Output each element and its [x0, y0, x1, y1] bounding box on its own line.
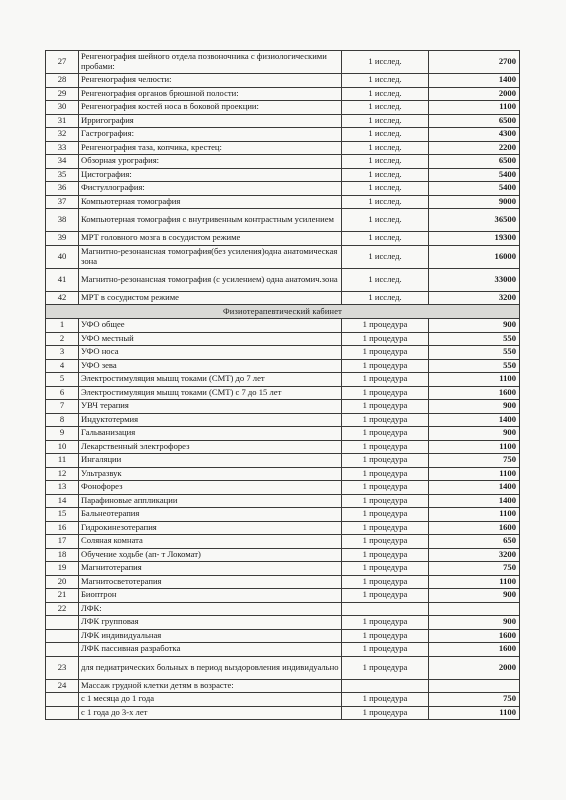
service-price: 1100	[429, 467, 520, 481]
table-row	[46, 693, 520, 707]
service-unit: 1 процедура	[342, 413, 429, 427]
service-unit: 1 процедура	[342, 656, 429, 679]
service-name: с 1 месяца до 1 года	[79, 693, 342, 707]
service-name: Гальванизация	[79, 427, 342, 441]
service-price: 9000	[429, 195, 520, 209]
service-price: 5400	[429, 168, 520, 182]
row-number: 21	[46, 589, 79, 603]
service-price: 3200	[429, 291, 520, 305]
service-name: Магнитно-резонансная томография(без усиления)одна анатомическая зона	[79, 245, 342, 268]
service-price: 2000	[429, 87, 520, 101]
service-unit: 1 исслед.	[342, 209, 429, 232]
table-row	[46, 373, 520, 387]
service-unit: 1 процедура	[342, 467, 429, 481]
service-price: 1600	[429, 521, 520, 535]
service-unit: 1 процедура	[342, 693, 429, 707]
row-number: 18	[46, 548, 79, 562]
row-number: 42	[46, 291, 79, 305]
service-unit: 1 исслед.	[342, 141, 429, 155]
row-number	[46, 706, 79, 720]
table-row	[46, 232, 520, 246]
table-row	[46, 128, 520, 142]
service-price: 900	[429, 589, 520, 603]
service-name: Биоптрон	[79, 589, 342, 603]
table-row	[46, 101, 520, 115]
row-number: 30	[46, 101, 79, 115]
table-row	[46, 195, 520, 209]
row-number: 27	[46, 51, 79, 74]
section-title: Физиотерапевтический кабинет	[46, 305, 520, 319]
service-name: Фонофорез	[79, 481, 342, 495]
row-number: 2	[46, 332, 79, 346]
service-unit: 1 исслед.	[342, 74, 429, 88]
row-number: 16	[46, 521, 79, 535]
table-row	[46, 87, 520, 101]
table-row	[46, 521, 520, 535]
service-unit: 1 процедура	[342, 521, 429, 535]
table-row	[46, 643, 520, 657]
service-unit: 1 процедура	[342, 481, 429, 495]
service-unit: 1 процедура	[342, 400, 429, 414]
service-price: 550	[429, 332, 520, 346]
row-number: 29	[46, 87, 79, 101]
service-unit: 1 исслед.	[342, 51, 429, 74]
table-row	[46, 616, 520, 630]
service-name: Гастрография:	[79, 128, 342, 142]
row-number: 6	[46, 386, 79, 400]
service-name: Ингаляции	[79, 454, 342, 468]
service-name: Ирригография	[79, 114, 342, 128]
service-price: 1100	[429, 101, 520, 115]
service-price: 6500	[429, 114, 520, 128]
row-number: 8	[46, 413, 79, 427]
service-price: 5400	[429, 182, 520, 196]
row-number: 12	[46, 467, 79, 481]
service-name: ЛФК индивидуальная	[79, 629, 342, 643]
service-unit: 1 исслед.	[342, 114, 429, 128]
service-price: 36500	[429, 209, 520, 232]
service-unit: 1 процедура	[342, 346, 429, 360]
table-row	[46, 589, 520, 603]
service-unit: 1 исслед.	[342, 232, 429, 246]
service-price: 1100	[429, 373, 520, 387]
row-number: 10	[46, 440, 79, 454]
service-price: 1400	[429, 481, 520, 495]
service-name: УФО местный	[79, 332, 342, 346]
service-unit: 1 исслед.	[342, 87, 429, 101]
service-unit: 1 процедура	[342, 508, 429, 522]
table-row	[46, 454, 520, 468]
table-row	[46, 114, 520, 128]
service-unit: 1 процедура	[342, 629, 429, 643]
table-row	[46, 629, 520, 643]
service-unit: 1 исслед.	[342, 101, 429, 115]
service-unit: 1 процедура	[342, 494, 429, 508]
table-row	[46, 332, 520, 346]
row-number: 22	[46, 602, 79, 616]
physiotherapy-rows	[46, 319, 520, 720]
service-name: Магнитно-резонансная томография (с усилением) одна анатомич.зона	[79, 268, 342, 291]
table-row	[46, 209, 520, 232]
row-number: 14	[46, 494, 79, 508]
table-row	[46, 427, 520, 441]
service-name: МРТ головного мозга в сосудистом режиме	[79, 232, 342, 246]
service-price: 550	[429, 346, 520, 360]
row-number: 24	[46, 679, 79, 693]
row-number: 35	[46, 168, 79, 182]
row-number: 32	[46, 128, 79, 142]
row-number: 39	[46, 232, 79, 246]
service-price: 750	[429, 454, 520, 468]
service-name: УФО зева	[79, 359, 342, 373]
service-unit: 1 исслед.	[342, 155, 429, 169]
row-number: 5	[46, 373, 79, 387]
service-price: 1400	[429, 413, 520, 427]
row-number: 40	[46, 245, 79, 268]
service-name: Компьютерная томография	[79, 195, 342, 209]
service-unit: 1 исслед.	[342, 168, 429, 182]
service-unit: 1 процедура	[342, 332, 429, 346]
table-row	[46, 346, 520, 360]
service-price: 2200	[429, 141, 520, 155]
service-unit: 1 процедура	[342, 373, 429, 387]
service-price: 2000	[429, 656, 520, 679]
service-unit: 1 исслед.	[342, 268, 429, 291]
service-name: Обучение ходьбе (ап- т Локомат)	[79, 548, 342, 562]
row-number: 31	[46, 114, 79, 128]
row-number: 33	[46, 141, 79, 155]
table-row	[46, 548, 520, 562]
service-price: 33000	[429, 268, 520, 291]
service-unit: 1 исслед.	[342, 182, 429, 196]
service-price: 19300	[429, 232, 520, 246]
service-price: 1100	[429, 575, 520, 589]
service-price: 900	[429, 400, 520, 414]
service-name: ЛФК пассивная разработка	[79, 643, 342, 657]
service-unit: 1 процедура	[342, 548, 429, 562]
service-name: ЛФК:	[79, 602, 342, 616]
service-unit: 1 процедура	[342, 427, 429, 441]
row-number: 15	[46, 508, 79, 522]
service-price: 900	[429, 319, 520, 333]
service-name: Магнитосветотерапия	[79, 575, 342, 589]
service-name: Ренгенография таза, копчика, крестец:	[79, 141, 342, 155]
price-table	[45, 50, 520, 720]
service-name: Ренгенография органов брюшной полости:	[79, 87, 342, 101]
service-name: с 1 года до 3-х лет	[79, 706, 342, 720]
service-price: 1600	[429, 629, 520, 643]
table-row	[46, 168, 520, 182]
row-number	[46, 643, 79, 657]
service-price: 1600	[429, 386, 520, 400]
table-row	[46, 562, 520, 576]
row-number: 11	[46, 454, 79, 468]
service-name: Фистуллография:	[79, 182, 342, 196]
row-number: 1	[46, 319, 79, 333]
table-row	[46, 141, 520, 155]
row-number: 4	[46, 359, 79, 373]
service-name: Ренгенография костей носа в боковой проекции:	[79, 101, 342, 115]
row-number: 13	[46, 481, 79, 495]
row-number: 3	[46, 346, 79, 360]
service-unit: 1 процедура	[342, 440, 429, 454]
row-number	[46, 629, 79, 643]
table-row	[46, 467, 520, 481]
service-name: УВЧ терапия	[79, 400, 342, 414]
service-name: Массаж грудной клетки детям в возрасте:	[79, 679, 342, 693]
row-number: 23	[46, 656, 79, 679]
service-unit: 1 процедура	[342, 589, 429, 603]
service-unit	[342, 679, 429, 693]
service-name: Ультразвук	[79, 467, 342, 481]
service-unit: 1 исслед.	[342, 291, 429, 305]
service-price: 900	[429, 427, 520, 441]
service-name: МРТ в сосудистом режиме	[79, 291, 342, 305]
row-number	[46, 693, 79, 707]
service-name: Парафиновые аппликации	[79, 494, 342, 508]
service-unit: 1 процедура	[342, 454, 429, 468]
service-unit: 1 процедура	[342, 535, 429, 549]
service-price	[429, 602, 520, 616]
service-unit: 1 процедура	[342, 575, 429, 589]
service-unit: 1 процедура	[342, 562, 429, 576]
row-number: 19	[46, 562, 79, 576]
service-name: УФО носа	[79, 346, 342, 360]
service-name: Обзорная урография:	[79, 155, 342, 169]
service-price: 1100	[429, 706, 520, 720]
service-unit: 1 процедура	[342, 643, 429, 657]
service-name: Лекарственный электрофорез	[79, 440, 342, 454]
service-price: 4300	[429, 128, 520, 142]
service-name: Бальнеотерапия	[79, 508, 342, 522]
service-price	[429, 679, 520, 693]
section-header	[46, 305, 520, 319]
service-name: Электростимуляция мышц токами (СМТ) с 7 до 15 лет	[79, 386, 342, 400]
service-name: Соляная комната	[79, 535, 342, 549]
table-row	[46, 440, 520, 454]
table-row	[46, 481, 520, 495]
table-row	[46, 656, 520, 679]
service-name: УФО общее	[79, 319, 342, 333]
service-price: 1400	[429, 74, 520, 88]
service-price: 2700	[429, 51, 520, 74]
service-unit: 1 исслед.	[342, 245, 429, 268]
table-row	[46, 291, 520, 305]
service-unit: 1 исслед.	[342, 128, 429, 142]
service-price: 1100	[429, 440, 520, 454]
row-number: 9	[46, 427, 79, 441]
row-number: 36	[46, 182, 79, 196]
row-number: 37	[46, 195, 79, 209]
table-row	[46, 359, 520, 373]
table-row	[46, 268, 520, 291]
table-row	[46, 74, 520, 88]
table-row	[46, 602, 520, 616]
table-row	[46, 319, 520, 333]
service-name: Компьютерная томография с внутривенным контрастным усилением	[79, 209, 342, 232]
table-row	[46, 706, 520, 720]
service-name: Цистография:	[79, 168, 342, 182]
table-row	[46, 575, 520, 589]
table-row	[46, 400, 520, 414]
row-number: 17	[46, 535, 79, 549]
row-number: 7	[46, 400, 79, 414]
table-row	[46, 245, 520, 268]
service-unit	[342, 602, 429, 616]
service-price: 16000	[429, 245, 520, 268]
service-price: 750	[429, 562, 520, 576]
service-price: 750	[429, 693, 520, 707]
service-unit: 1 процедура	[342, 616, 429, 630]
service-unit: 1 процедура	[342, 386, 429, 400]
service-name: Ренгенография шейного отдела позвоночника с физиологическими пробами:	[79, 51, 342, 74]
service-price: 1600	[429, 643, 520, 657]
service-name: Магнитотерапия	[79, 562, 342, 576]
row-number: 28	[46, 74, 79, 88]
service-unit: 1 процедура	[342, 319, 429, 333]
service-price: 900	[429, 616, 520, 630]
table-row	[46, 413, 520, 427]
service-unit: 1 исслед.	[342, 195, 429, 209]
service-price: 550	[429, 359, 520, 373]
service-price: 3200	[429, 548, 520, 562]
row-number: 20	[46, 575, 79, 589]
service-name: Электростимуляция мышц токами (СМТ) до 7 лет	[79, 373, 342, 387]
row-number: 41	[46, 268, 79, 291]
table-row	[46, 508, 520, 522]
service-name: ЛФК групповая	[79, 616, 342, 630]
service-name: Гидрокинезотерапия	[79, 521, 342, 535]
row-number	[46, 616, 79, 630]
table-row	[46, 155, 520, 169]
service-unit: 1 процедура	[342, 706, 429, 720]
service-price: 650	[429, 535, 520, 549]
service-unit: 1 процедура	[342, 359, 429, 373]
service-name: Ренгенография челюсти:	[79, 74, 342, 88]
table-row	[46, 494, 520, 508]
service-price: 1100	[429, 508, 520, 522]
row-number: 34	[46, 155, 79, 169]
service-price: 1400	[429, 494, 520, 508]
table-row	[46, 535, 520, 549]
table-row	[46, 679, 520, 693]
row-number: 38	[46, 209, 79, 232]
section-row	[46, 305, 520, 319]
service-price: 6500	[429, 155, 520, 169]
radiology-rows	[46, 51, 520, 305]
table-row	[46, 51, 520, 74]
table-row	[46, 386, 520, 400]
service-name: для педиатрических больных в период выздоровления индивидуально	[79, 656, 342, 679]
table-row	[46, 182, 520, 196]
service-name: Индуктотермия	[79, 413, 342, 427]
